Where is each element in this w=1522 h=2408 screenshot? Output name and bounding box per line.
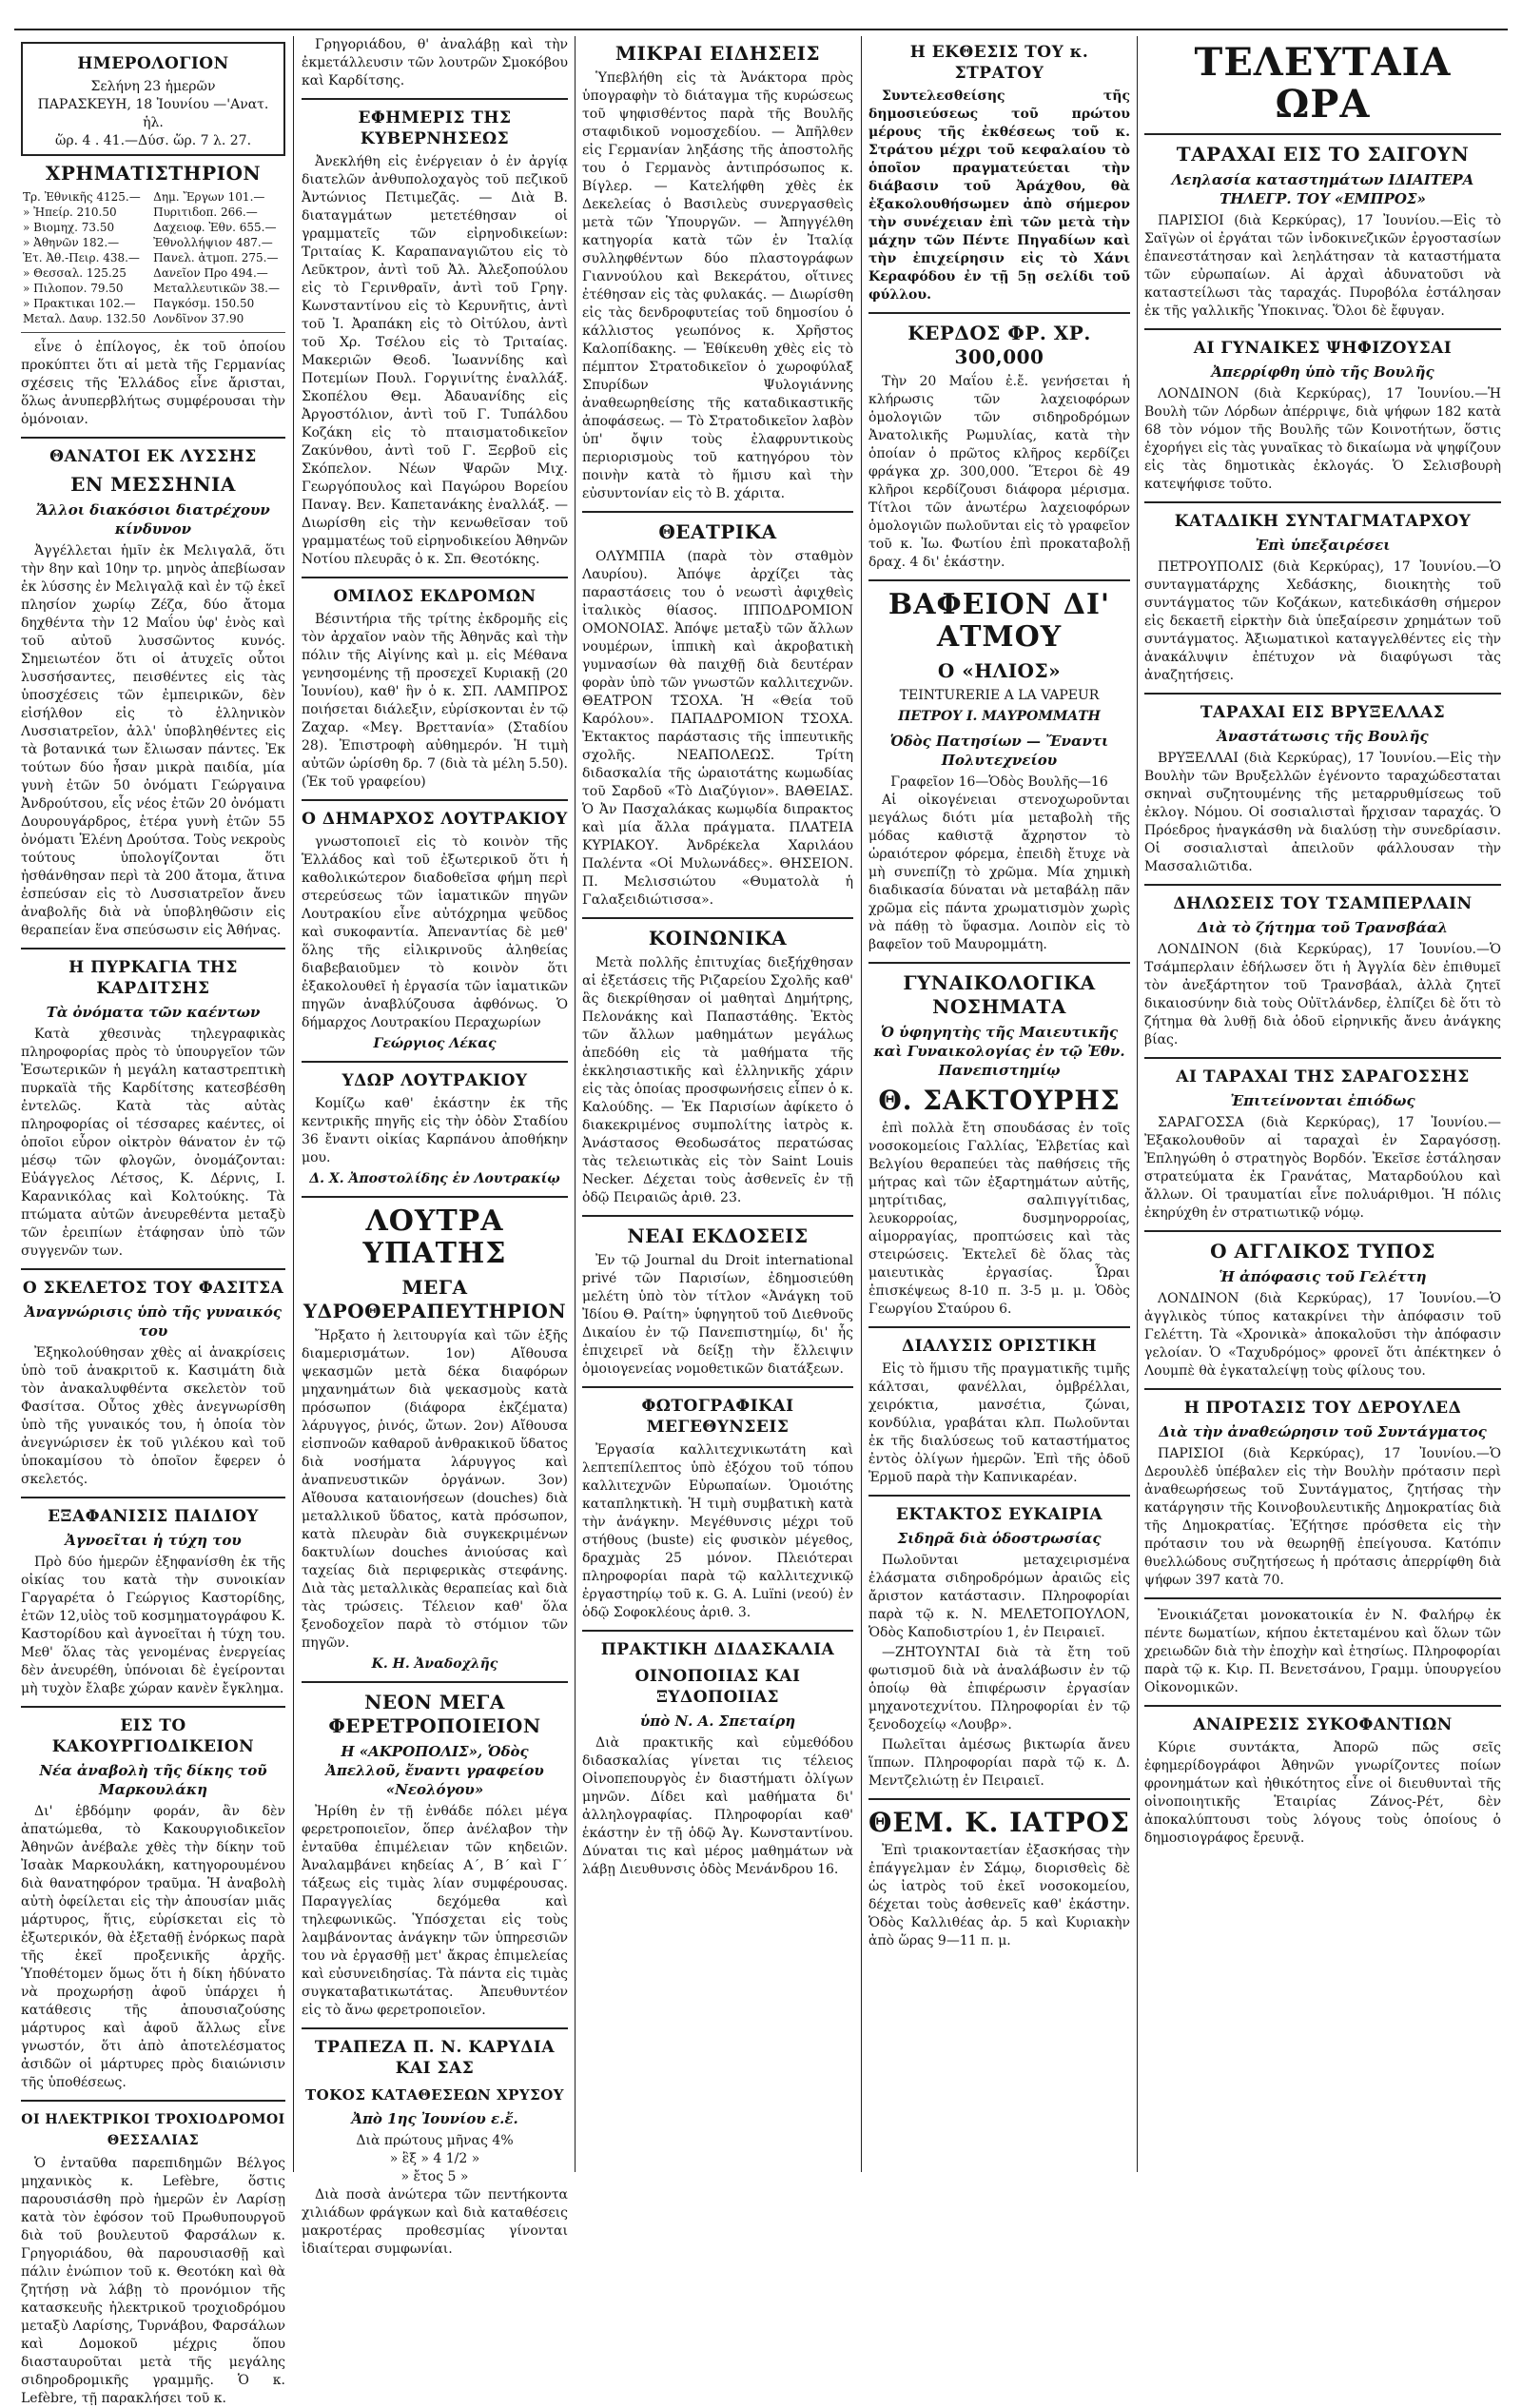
- table-cell: » Ἀθηνῶν 182.—: [23, 236, 120, 249]
- article-text: Ἀνεκλήθη εἰς ἐνέργειαν ὁ ἐν ἀργίᾳ διατελῶν ἀνθυπολοχαγὸς τοῦ πεζικοῦ Ἀντώνιος Πετιμεζᾶς. — Διὰ Β. διαταγμάτων μετετέθησαν οἱ γραμματεῖς τῶν εἰρηνοδικείων: Τριταίας Κ. Καραπαναγιῶτου εἰς τὸ Λεῦκτρον, ἀντὶ τοῦ Ἀλ. Ἀλεξοπούλου εἰς τὸ Γερινθραῖν, ἀντὶ τοῦ Γρηγ. Κωνσταντίνου εἰς τὸ Κερυνῆτις, ἀντὶ τοῦ Ἰ. Ἀραπάκη εἰς τὸ Οἰτύλου, ἀντὶ τοῦ Χρ. Τσέλου εἰς τὸ Τριταίας. Μακεριῶν Θεοδ. Ἰωαννίδης καὶ Ποτεμίων Πουλ. Γοργινίτης ἐναλλάξ. Σκοπέλου Θεμ. Ἀδαυανίδης εἰς Ἀργοστόλιον, ἀντὶ τοῦ Γ. Τυπάλδου Κοζάκη εἰς τὸ πταισματοδικεῖον Ζακύνθου, ἀντὶ τοῦ Γ. Ξερβοῦ εἰς Σκόπελον. Νέων Ψαρῶν Μιχ. Γεωργόπουλος καὶ Παγώρου Βορείου Παναγ. Βεν. Καπετανάκης ἐναλλάξ. —Διωρίσθη εἰς τὴν κενωθεῖσαν τοῦ γραμματέως τοῦ εἰρηνοδικείου Ἀθηνῶν Νοτίου πλευρᾶς ὁ κ. Σπ. Θεοτόκης.: [302, 154, 569, 567]
- divider: [582, 1386, 853, 1388]
- article-text: Πωλοῦνται μεταχειρισμένα ἐλάσματα σιδηροδρόμων ἀραιῶς εἰς ἄριστον κατάστασιν. Πληροφορίαι παρὰ τῷ κ. Ν. ΜΕΛΕΤΟΠΟΥΛΟΝ, Ὁδὸς Καποδιστρίου 1, ἐν Πειραιεῖ.: [868, 1553, 1130, 1640]
- headline: ΠΡΑΚΤΙΚΗ ΔΙΔΑΣΚΑΛΙΑ: [600, 1640, 835, 1659]
- article-text: Συντελεσθείσης τῆς δημοσιεύσεως τοῦ πρώτου μέρους τῆς ἐκθέσεως τοῦ κ. Στράτου μέχρι τοῦ κεφαλαίου τὸ ὁποῖον πραγματεύεται τὴν διάβασιν τοῦ Ἀράχθου, θὰ ἐξακολουθήσωμεν ἀπὸ σήμερον τὴν συνέχειαν ἐπὶ τῶν μετὰ τὴν μάχην τῶν Πέντε Πηγαδίων καὶ τὴν ἐπιχείρησιν εἰς τὸ Χάνι Κεραφόδου ἐν τῇ 5ῃ σελίδι τοῦ φύλλου.: [868, 88, 1130, 303]
- market-table: [21, 189, 285, 326]
- headline: Η ΕΚΘΕΣΙΣ ΤΟΥ κ. ΣΤΡΑΤΟΥ: [909, 43, 1089, 83]
- headline: ΚΕΡΔΟΣ ΦΡ. ΧΡ. 300,000: [907, 322, 1091, 368]
- article-text: Τὴν 20 Μαΐου ἐ.ἔ. γενήσεται ἡ κλήρωσις τῶν λαχειοφόρων ὁμολογιῶν τῶν σιδηροδρόμων Ἀνατολικῆς Ρωμυλίας, κατὰ τὴν ὁποίαν ὁ πρῶτος κλῆρος κερδίζει φράγκα χρ. 300,000. Ἕτεροι δὲ 49 κλῆροι κερδίζουσι διάφορα μέρισμα. Τίτλοι τῶν ἀνωτέρω λαχειοφόρων ὁμολογιῶν πωλοῦνται εἰς τὸ γραφεῖον τοῦ κ. Ἰω. Φωτίου ἐπὶ προκαταβολῇ δραχ. 4 δι' ἑκάστην.: [868, 374, 1130, 570]
- column-rule: [861, 36, 862, 2172]
- table-cell: Παγκόσμ. 150.50: [153, 297, 255, 310]
- divider: [582, 1215, 853, 1217]
- article-text: —ΖΗΤΟΥΝΤΑΙ διὰ τὰ ἔτη τοῦ φωτισμοῦ διὰ νὰ ἀναλάβωσιν ἐν τῷ ὁποίῳ θὰ ἐπιφέρωσιν ἐργασίαν μηχανοτεχνίτου. Πληροφορίαι ἐν τῷ ξενοδοχείῳ «Λουβρ».: [868, 1645, 1130, 1733]
- headline: Η ΠΡΟΤΑΣΙΣ ΤΟΥ ΔΕΡΟΥΛΕΔ: [1183, 1399, 1462, 1418]
- headline: ΥΔΩΡ ΛΟΥΤΡΑΚΙΟΥ: [341, 1071, 528, 1090]
- business-owner: ΠΕΤΡΟΥ Ι. ΜΑΥΡΟΜΜΑΤΗ: [898, 709, 1101, 724]
- business-subtitle: TEINTURERIE A LA VAPEUR: [899, 688, 1100, 703]
- divider: [1144, 133, 1501, 135]
- table-cell: Δαχειοφ. Ἐθν. 655.—: [153, 221, 277, 234]
- classified-ad: Ἐνοικιάζεται μονοκατοικία ἐν Ν. Φαλήρῳ ἐκ πέντε δωματίων, κήπου ἐκτεταμένου καὶ ὅλων τῶν χρειωδῶν διὰ τὴν ἐποχὴν καὶ ἐτησίως. Πληροφορίαι παρὰ τῷ κ. Κιρ. Π. Βενετσάνου, Γραμμ. ὑπουργείου Οἰκονομικῶν.: [1144, 1608, 1501, 1695]
- headline: Η ΠΥΡΚΑΓΙΑ ΤΗΣ ΚΑΡΔΙΤΣΗΣ: [68, 958, 238, 998]
- article-text: ΟΛΥΜΠΙΑ (παρὰ τὸν σταθμὸν Λαυρίου). Ἀπόψε ἀρχίζει τὰς παραστάσεις του ὁ νεωστὶ ἀφιχθεὶς ἰταλικὸς θίασος. ΙΠΠΟΔΡΟΜΙΟΝ ΟΜΟΝΟΙΑΣ. Ἀπόψε μεταξὺ τῶν ἄλλων νουμέρων, ἱππικὴ καὶ ἀκροβατικὴ γυμνασίων θὰ παιχθῇ διὰ δευτέραν φορὰν ὑπὸ τῶν γνωστῶν καλλιτεχνῶν. ΘΕΑΤΡΟΝ ΤΣΟΧΑ. Ἡ «Θεία τοῦ Καρόλου». ΠΑΠΑΔΡΟΜΙΟΝ ΤΣΟΧΑ. Ἐκτακτος παράστασις τῆς ἱππευτικῆς σχολῆς. ΝΕΑΠΟΛΕΩΣ. Τρίτη διδασκαλία τῆς ὡραιοτάτης κωμωδίας τοῦ Σαρδοῦ «Τὸ Διαζύγιον». ΒΑΘΕΙΑΣ. Ὁ Ἀν Πασχαλάκας κωμῳδία διπρακτος καὶ μία ἄλλα πράγματα. ΠΛΑΤΕΙΑ ΚΥΡΙΑΚΟΥ. Ἀνδρέκελα Χαριλάου Παλέντα «Οἱ Μυλωνάδες». ΘΗΣΕΙΟΝ. Π. Μελισσιώτου «Θυματολὰ ἡ Γαλαξειδιώτισσα».: [582, 549, 853, 908]
- table-row: [21, 296, 285, 311]
- article-text: ΛΟΝΔΙΝΟΝ (διὰ Κερκύρας), 17 Ἰουνίου.—Ὁ Τσάμπερλαιν ἐδήλωσεν ὅτι ἡ Ἀγγλία δὲν ἐπιθυμεῖ τὸν ἀνεξάρτητον τοῦ Τρανσβάαλ, ἀλλὰ ζητεῖ δικαιοσύνην διὰ τοὺς Οὐϊτλάνδερ, ἐλπίζει δὲ ὅτι τὸ ζήτημα θὰ λυθῇ διὰ ὁδοῦ εἰρηνικῆς ἄνευ ἀνάγκης βίας.: [1144, 942, 1501, 1047]
- table-row: [21, 189, 285, 205]
- almanac-line: ΠΑΡΑΣΚΕΥΗ, 18 Ἰουνίου —'Ανατ. ἡλ.: [37, 97, 269, 130]
- headline: ΕΚΤΑΚΤΟΣ ΕΥΚΑΙΡΙΑ: [895, 1505, 1103, 1524]
- almanac-line: ὥρ. 4 . 41.—Δύσ. ὥρ. 7 λ. 27.: [54, 133, 252, 148]
- article-text: Ἐπὶ τριακονταετίαν ἐξασκήσας τὴν ἐπάγγελμαν ἐν Σάμῳ, διορισθεὶς δὲ ὡς ἰατρὸς τοῦ ἐκεῖ νοσοκομείου, δέχεται τοὺς ἀσθενεῖς καθ' ἑκάστην. Ὁδὸς Καλλιθέας ἀρ. 5 καὶ Κυριακὴν ἀπὸ ὥρας 9—11 π. μ.: [868, 1843, 1130, 1948]
- table-cell: Πυριτιδοπ. 266.—: [153, 206, 258, 219]
- subheadline: Ἐπιτείνονται ἐπιόδως: [1230, 1092, 1415, 1109]
- headline: ΤΡΑΠΕΖΑ Π. Ν. ΚΑΡΥΔΙΑ ΚΑΙ ΣΑΣ: [314, 2038, 556, 2078]
- headline: ΛΟΥΤΡΑ ΥΠΑΤΗΣ: [362, 1204, 507, 1270]
- subheadline: Ἐπὶ ὑπεξαιρέσει: [1255, 537, 1391, 554]
- almanac-title: ΗΜΕΡΟΛΟΓΙΟΝ: [77, 54, 229, 73]
- subheadline: Ἀγνοεῖται ἡ τύχη του: [65, 1532, 242, 1549]
- article-text: ΠΕΤΡΟΥΠΟΛΙΣ (διὰ Κερκύρας), 17 Ἰουνίου.—Ὁ συνταγματάρχης Χεδάσκης, διοικητὴς τοῦ συντάγματος τῶν Κοζάκων, κατεδικάσθη σήμερον εἰς δεκαετῆ εἰρκτὴν διὰ ὑπεξαίρεσιν χρημάτων τοῦ συντάγματος. Ἀξιωματικοὶ καταγγελθέντες εἰς τὴν ἀνακάλυψιν ἐπέτυχον νὰ διαφύγωσι τὰς ἀναζητήσεις.: [1144, 559, 1501, 683]
- headline: ΒΑΦΕΙΟΝ ΔΙ' ΑΤΜΟΥ: [888, 588, 1111, 654]
- headline: ΤΑΡΑΧΑΙ ΕΙΣ ΒΡΥΞΕΛΛΑΣ: [1200, 703, 1446, 722]
- table-cell: Πανελ. ἀτμοπ. 275.—: [153, 251, 279, 264]
- headline: ΘΕΜ. Κ. ΙΑΤΡΟΣ: [868, 1807, 1130, 1838]
- column-2: [302, 36, 569, 2257]
- divider: [21, 2100, 285, 2102]
- table-row: [21, 205, 285, 220]
- article-text: Ἤρξατο ἡ λειτουργία καὶ τῶν ἑξῆς διαμερισμάτων. 1ον) Αἴθουσα ψεκασμῶν μετὰ δέκα διαφόρων μηχανημάτων διὰ ψεκασμοὺς κατὰ πρόσωπον (διάφορα ἐκζέματα) λάρυγγος, ῥινός, ὤτων. 2ον) Αἴθουσα εἰσπνοῶν καθαροῦ ἀνθρακικοῦ ὕδατος διὰ νοσήματα λάρυγγος καὶ ἀναπνευστικῶν ὀργάνων. 3ον) Αἴθουσα καταιονήσεων (douches) διὰ μεταλλικοῦ ὕδατος, κατὰ πρόσωπον, κατὰ πλευρὰν διὰ συγκεκριμένων δακτυλίων douches ἀνιούσας καὶ ταχείας διὰ περιφερικὰς στεφάνης. Διὰ τὰς μεταλλικὰς θεραπείας καὶ διὰ τὰς τρώσεις. Τέλειον καθ' ὅλα ξενοδοχεῖον παρὰ τὸ στόμιον τῶν πηγῶν.: [302, 1328, 568, 1651]
- article-text: Ἐργασία καλλιτεχνικωτάτη καὶ λεπτεπίλεπτος ὑπὸ ἐξόχου τοῦ τόπου καλλιτεχνῶν Εὐρωπαίων. Ὁμοιότης καταπληκτικὴ. Ἡ τιμὴ συμβατικὴ κατὰ τὴν ἀνάγκην. Μεγέθυνσις μέχρι τοῦ στήθους (buste) εἰς φυσικὸν μέγεθος, δραχμὰς 25 μόνον. Πλειότεραι πληροφορίαι παρὰ τῷ καλλιτεχνικῷ ἐργαστηρίῳ τοῦ κ. G. A. Luïni (νεού) ἐν ὁδῷ Σοφοκλέους ἀριθ. 3.: [582, 1442, 853, 1620]
- market-title: ΧΡΗΜΑΤΙΣΤΗΡΙΟΝ: [45, 162, 262, 185]
- headline: ΤΑΡΑΧΑΙ ΕΙΣ ΤΟ ΣΑΙΓΟΥΝ: [1176, 143, 1470, 166]
- headline: ΕΦΗΜΕΡΙΣ ΤΗΣ ΚΥΒΕΡΝΗΣΕΩΣ: [358, 108, 512, 148]
- headline: ΑΙ ΤΑΡΑΧΑΙ ΤΗΣ ΣΑΡΑΓΟΣΣΗΣ: [1176, 1067, 1470, 1087]
- subheadline: ὑπὸ Ν. Α. Σπεταίρη: [639, 1713, 796, 1730]
- article-text: ΒΡΥΞΕΛΛΑΙ (διὰ Κερκύρας), 17 Ἰουνίου.—Εἰς τὴν Βουλὴν τῶν Βρυξελλῶν ἐγένοντο ταραχώδεσταται σκηναὶ συζητουμένης τῆς μεταρρυθμίσεως τοῦ ἐκλογ. Νόμου. Οἱ σοσιαλισταὶ ἤρχισαν ταραχάς. Ὁ Πρόεδρος ἠναγκάσθη νὰ διαλύσῃ τὴν συνεδρίασιν. Οἱ σοσιαλισταὶ ἀπειλοῦν φάλλουσαν τὴν Μασσαλιῶτιδα.: [1144, 751, 1501, 874]
- table-cell: Ἑτ. Ἀθ.-Πειρ. 438.—: [23, 251, 140, 264]
- table-row: [21, 265, 285, 281]
- headline: ΟΙ ΗΛΕΚΤΡΙΚΟΙ ΤΡΟΧΙΟΔΡΟΜΟΙ ΘΕΣΣΑΛΙΑΣ: [21, 2112, 285, 2148]
- headline: ΜΙΚΡΑΙ ΕΙΔΗΣΕΙΣ: [615, 42, 821, 65]
- table-cell: Λονδῖνον 37.90: [153, 312, 244, 325]
- table-cell: » Βιομηχ. 73.50: [23, 221, 115, 234]
- divider: [21, 1497, 285, 1498]
- table-row: [21, 311, 285, 326]
- column-rule: [293, 36, 294, 2172]
- article-text: Διὰ ποσὰ ἀνώτερα τῶν πεντήκοντα χιλιάδων φράγκων καὶ διὰ καταθέσεις μακροτέρας προθεσμίας γίνονται ἰδιαίτεραι συμφωνίαι.: [302, 2187, 568, 2257]
- divider: [21, 332, 285, 333]
- divider: [302, 98, 568, 100]
- subheadline: Η «ΑΚΡΟΠΟΛΙΣ», Ὁδὸς Ἀπελλοῦ, ἔναντι γραφείου «Νεολόγου»: [325, 1743, 544, 1798]
- headline: Ο ΑΓΓΛΙΚΟΣ ΤΥΠΟΣ: [1210, 1240, 1435, 1263]
- headline: ΟΙΝΟΠΟΙΙΑΣ ΚΑΙ ΞΥΔΟΠΟΙΙΑΣ: [634, 1667, 801, 1707]
- subheadline: Τὰ ὀνόματα τῶν καέντων: [46, 1004, 261, 1021]
- divider: [868, 1326, 1130, 1328]
- article-text: Βέσιντήρια τῆς τρίτης ἐκδρομῆς εἰς τὸν ἀρχαῖον ναὸν τῆς Ἀθηνᾶς καὶ τὴν πόλιν τῆς Αἰγίνης καὶ μ. εἰς Μέθανα γενησομένης τῇ προσεχεῖ Κυριακῇ (20 Ἰουνίου), καθ' ἣν ὁ κ. ΣΠ. ΛΑΜΠΡΟΣ ποιήσεται διάλεξιν, εὑρίσκονται ἐν τῷ Ζαχαρ. «Μεγ. Βρεττανία» (Σταδίου 28). Ἐπιστροφὴ αὐθημερόν. Ἡ τιμὴ αὐτῶν ὡρίσθη δρ. 7 (διὰ τὰ μέλη 5.50). (Ἐκ τοῦ γραφείου): [302, 612, 568, 790]
- table-cell: » Ἠπείρ. 210.50: [23, 206, 117, 219]
- table-cell: Ἐθνολλήψιον 487.—: [153, 236, 273, 249]
- top-rule: [14, 29, 1508, 30]
- headline: ΓΥΝΑΙΚΟΛΟΓΙΚΑ ΝΟΣΗΜΑΤΑ: [903, 971, 1096, 1018]
- divider: [1144, 1230, 1501, 1232]
- rate-line: » ἓξ » 4 1/2 »: [389, 2151, 480, 2166]
- article-text: Κύριε συντάκτα, Ἀπορῶ πῶς σεῖς ἐφημερίδογράφοι Ἀθηνῶν γνωρίζοντες ποίων φρονημάτων καὶ ἠθικότητος εἶνε οἱ διευθυνταὶ τῆς οἰνοποιητικῆς Ἑταιρίας Ζάνος-Ρέτ, δὲν ἀποκαλύπτουσι τοὺς λόγους τοὺς ὁποίους ὁ δημοσιογράφος ἔρευνᾷ.: [1144, 1740, 1501, 1846]
- divider: [1144, 328, 1501, 330]
- subheadline: Διὰ τὴν ἀναθεώρησιν τοῦ Συντάγματος: [1159, 1423, 1487, 1440]
- headline: ΕΞΑΦΑΝΙΣΙΣ ΠΑΙΔΙΟΥ: [48, 1507, 259, 1526]
- article-text: Διὰ πρακτικῆς καὶ εὐμεθόδου διδασκαλίας γίνεται τις τέλειος Οἰνοπεπουργὸς ἐν διαστήματι ὀλίγων μηνῶν. Δίδει καὶ μαθήματα δι' ἀλληλογραφίας. Πληροφορίαι καθ' ἑκάστην ἐν τῇ ὁδῷ Ἀγ. Κωνσταντίνου. Δύναται τις καὶ μέρος μαθημάτων νὰ λάβῃ Διευθυνσις ὁδὸς Μενάνδρου 16.: [582, 1735, 853, 1877]
- article-text: Δι' ἑβδόμην φοράν, ἂν δὲν ἀπατώμεθα, τὸ Κακουργιοδικεῖον Ἀθηνῶν ἀνέβαλε χθὲς τὴν δίκην τοῦ Ἰσαὰκ Μαρκουλάκη, κατηγορουμένου διὰ θανατηφόρον τραῦμα. Ἡ ἀναβολὴ αὐτὴ ὀφείλεται εἰς τὴν ἀπουσίαν μιᾶς μάρτυρος, ἥτις, εὑρίσκεται εἰς τὸ ἐξωτερικόν, θὰ ἐξεταθῇ ἐνόρκως παρὰ τῆς ἐκεῖ προξενικῆς ἀρχῆς. Ὑποθέτομεν ὅμως ὅτι ἡ δίκη ἡδύνατο νὰ προχωρήσῃ ἀφοῦ ὑπάρχει ἡ κατάθεσις τῆς ἀπουσιαζούσης μάρτυρος καὶ ἀφοῦ ἄλλως εἶνε γνωστόν, ὅτι ἀπὸ ἀποτελέσματος ἀσιδῶν οἱ μάρτυρες πρὸς διαιώνισιν τῆς ὑποθέσεως.: [21, 1804, 285, 2090]
- headline: ΦΩΤΟΓΡΑΦΙΚΑΙ ΜΕΓΕΘΥΝΣΕΙΣ: [641, 1397, 794, 1437]
- table-cell: » Θεσσαλ. 125.25: [23, 266, 127, 280]
- subheadline: Ἀπὸ 1ης Ἰουνίου ε.ἔ.: [351, 2110, 518, 2127]
- divider: [302, 1061, 568, 1063]
- subheadline: Νέα ἀναβολὴ τῆς δίκης τοῦ Μαρκουλάκη: [39, 1762, 267, 1798]
- table-row: [21, 281, 285, 296]
- table-cell: Μεταλλευτικῶν 38.—: [153, 282, 280, 295]
- article-text: ΛΟΝΔΙΝΟΝ (διὰ Κερκύρας), 17 Ἰουνίου.—Ὁ ἀγγλικὸς τύπος κατακρίνει τὴν ἀπόφασιν τοῦ Γελέττη. Τὰ «Χρονικὰ» ἀποκαλοῦσι τὴν ἀπόφασιν γελοίαν. Ὁ «Ταχυδρόμος» φρονεῖ ὅτι ἀπέκτηκεν ὁ Λουμπὲ θὰ ἐγκαταλείψῃ τοὺς φίλους του.: [1144, 1291, 1501, 1379]
- headline: ΚΑΤΑΔΙΚΗ ΣΥΝΤΑΓΜΑΤΑΡΧΟΥ: [1174, 512, 1472, 531]
- column-rule: [1137, 36, 1138, 2172]
- article-text: εἶνε ὁ ἐπίλογος, ἐκ τοῦ ὁποίου προκύπτει ὅτι αἱ μετὰ τῆς Γερμανίας σχέσεις τῆς Ἑλλάδος εἶνε ἄρισται, ὅλως ἀνυπερβλήτως συμφέρουσαι τὴν ὁμόνοιαν.: [21, 340, 285, 427]
- headline: ΟΜΙΛΟΣ ΕΚΔΡΟΜΩΝ: [333, 587, 537, 606]
- headline: ΔΙΑΛΥΣΙΣ ΟΡΙΣΤΙΚΗ: [901, 1337, 1098, 1356]
- divider: [21, 1268, 285, 1270]
- article-text: ΛΟΝΔΙΝΟΝ (διὰ Κερκύρας), 17 Ἰουνίου.—Ἡ Βουλὴ τῶν Λόρδων ἀπέρριψε, διὰ ψήφων 182 κατὰ 68 τὸν νόμον τῆς Βουλῆς τῶν Κοινοτήτων, ὅστις ἐχορήγει εἰς τὰς γυναῖκας τὸ δικαίωμα νὰ ψηφίζουν εἰς τὰς δημοτικὰς ἐκλογάς. Ὁ Σελισβουρὴ κατεψήφισε τοῦτο.: [1144, 386, 1501, 492]
- article-text: Κατὰ χθεσινὰς τηλεγραφικὰς πληροφορίας πρὸς τὸ ὑπουργεῖον τῶν Ἐσωτερικῶν ἡ μεγάλη καταστρεπτικὴ πυρκαϊὰ τῆς Καρδίτσης κατεσβέσθη ἐντελῶς. Κατὰ τὰς αὐτὰς πληροφορίας οἱ τέσσαρες καέντες, οἱ ὁποῖοι εὗρον οἰκτρὸν θάνατον ἐν τῷ μέσῳ τῶν φλογῶν, ὀνομάζονται: Εὐάγγελος Λέτσος, Κ. Δέρνις, Ι. Καρανικόλας καὶ Κολτούκης. Τὰ πτώματα αὐτῶν ἀνευρεθέντα μεταξὺ τῶν ἐρειπίων ἐτάφησαν ὑπὸ τῶν συγγενῶν των.: [21, 1027, 285, 1259]
- column-1: [21, 36, 285, 2406]
- business-address: Ὁδὸς Πατησίων — Ἔναντι Πολυτεχνείου: [889, 733, 1109, 769]
- headline: ΔΗΛΩΣΕΙΣ ΤΟΥ ΤΣΑΜΠΕΡΛΑΙΝ: [1173, 894, 1473, 913]
- headline: ΑΙ ΓΥΝΑΙΚΕΣ ΨΗΦΙΖΟΥΣΑΙ: [1193, 339, 1453, 358]
- headline: ΕΙΣ ΤΟ ΚΑΚΟΥΡΓΙΟΔΙΚΕΙΟΝ: [51, 1716, 255, 1756]
- article-text: Κομίζω καθ' ἑκάστην ἐκ τῆς κεντρικῆς πηγῆς εἰς τὴν ὁδὸν Σταδίου 36 ἔναντι οἰκίας Καρπάνου ἀποθήκην μου.: [302, 1096, 568, 1165]
- signature: Γεώργιος Λέκας: [373, 1036, 497, 1051]
- article-text: Πρὸ δύο ἡμερῶν ἐξηφανίσθη ἐκ τῆς οἰκίας του κατὰ τὴν συνοικίαν Γαργαρέτα ὁ Γεώργιος Καστορίδης, ἐτῶν 12,υἱὸς τοῦ κοσμηματογράφου Κ. Καστορίδου καὶ ἀγνοεῖται ἡ τύχη του. Μεθ' ὅλας τὰς γενομένας ἐνεργείας δὲν ἀνευρέθη, ὑπόνοιαι δὲ ἐγείρονται μὴ τυχὸν ἔλαβε χώραν κανὲν ἔγκλημα.: [21, 1555, 285, 1696]
- table-cell: Δανεῖον Προ 494.—: [153, 266, 268, 280]
- article-text: Πωλεῖται ἀμέσως βικτωρία ἄνευ ἵππων. Πληροφορίαι παρὰ τῷ κ. Δ. Μεντζελιώτῃ ἐν Πειραιεῖ.: [868, 1737, 1130, 1789]
- article-text: Αἱ οἰκογένειαι στενοχωροῦνται μεγάλως διότι μία μεταβολὴ τῆς μόδας καθιστᾷ ἄχρηστον τὸ ὡραιότερον φόρεμα, ἐπειδὴ ἔτυχε νὰ μὴ συνεπίζῃ τὸ χρῶμα. Μία χημικὴ διαδικασία δύναται νὰ μεταβάλῃ πᾶν χρῶμα εἰς πάντα χρωματισμὸν χωρὶς νὰ πάθῃ τὸ ὕφασμα. Λοιπὸν εἰς τὸ βαφεῖον τοῦ Μαυρομμάτη.: [868, 793, 1130, 952]
- subheadline: Διὰ τὸ ζήτημα τοῦ Τρανσβάαλ: [1198, 919, 1448, 936]
- article-text: γνωστοποιεῖ εἰς τὸ κοινὸν τῆς Ἑλλάδος καὶ τοῦ ἐξωτερικοῦ ὅτι ἡ καθολικώτερον διαδοθεῖσα φήμη περὶ στερεύσεως τῶν ἰαματικῶν πηγῶν Λουτρακίου εἶνε αὐτόχρημα ψεῦδος καὶ συκοφαντία. Ἀπεναντίας δὲ μεθ' ὅλης τῆς εἰλικρινοῦς ἀληθείας διαβεβαιοῦμεν τὸ κοινὸν ὅτι ἐξακολουθεῖ ἡ ἐργασία τῶν ἰαματικῶν πηγῶν ἀναβλύζουσα ἀφθόνως. Ὁ δήμαρχος Λουτρακίου Περαχωρίων: [302, 834, 568, 1030]
- divider: [868, 1798, 1130, 1800]
- headline: ΝΕΟΝ ΜΕΓΑ ΦΕΡΕΤΡΟΠΟΙΕΙΟΝ: [328, 1691, 541, 1737]
- article-text: Μετὰ πολλῆς ἐπιτυχίας διεξήχθησαν αἱ ἐξετάσεις τῆς Ριζαρείου Σχολῆς καθ' ἃς διεκρίθησαν οἱ μαθηταὶ Δημήτρης, Πελονάκης καὶ Παπαστάθης. Ἐκτὸς τῶν ἄλλων μαθημάτων μεγάλως ἀπεδόθη εἰς τὰ μαθήματα τῆς ἐκκλησιαστικῆς καὶ ἐλληνικῆς χάριν εἰς τὰς ὁποίας προσφωνήσεις εἶπεν ὁ κ. Καλούδης. — Ἐκ Παρισίων ἀφίκετο ὁ διακεκριμένος συμπολίτης ἰατρὸς κ. Ἀνάστασος Θεοδωσάτος περατώσας τὰς τελειωτικὰς εἰς τὸν Saint Louis Necker. Δέχεται τοὺς ἀσθενεῖς ἐν τῇ ὁδῷ Πειραιῶς ἀριθ. 23.: [582, 955, 853, 1205]
- table-row: [21, 250, 285, 265]
- divider: [1144, 501, 1501, 503]
- headline: ΑΝΑΙΡΕΣΙΣ ΣΥΚΟΦΑΝΤΙΩΝ: [1193, 1715, 1453, 1734]
- divider: [868, 579, 1130, 581]
- subheadline: Ἀναγνώρισις ὑπὸ τῆς γυναικός του: [25, 1303, 282, 1340]
- table-cell: » Πιλοπον. 79.50: [23, 282, 124, 295]
- almanac-line: Σελήνη 23 ἡμερῶν: [90, 79, 216, 94]
- subheadline: Ὁ ὑφηγητὴς τῆς Μαιευτικῆς καὶ Γυναικολογίας ἐν τῷ Ἐθν. Πανεπιστημίῳ: [873, 1024, 1125, 1079]
- divider: [582, 1630, 853, 1632]
- almanac-box: [21, 42, 285, 156]
- headline: ΝΕΑΙ ΕΚΔΟΣΕΙΣ: [627, 1224, 809, 1247]
- table-cell: Μεταλ. Δαυρ. 132.50: [23, 312, 146, 325]
- article-text: Ὁ ἐνταῦθα παρεπιδημῶν Βέλγος μηχανικὸς κ. Lefèbre, ὅστις παρουσιάσθη πρὸ ἡμερῶν ἐν Λαρίσῃ κατὰ τὸν ἐφόσον τοῦ Πρωθυπουργοῦ διὰ τοῦ βουλευτοῦ Φαρσάλων κ. Γρηγοριάδου, θὰ παρουσιασθῇ καὶ πάλιν ἐνώπιον τοῦ κ. Θεοτόκη καὶ θὰ ζητήσῃ νὰ λάβῃ τὸ προνόμιον τῆς κατασκευῆς ἠλεκτρικοῦ τροχιοδρόμου μεταξὺ Λαρίσης, Τυρνάβου, Φαρσάλων καὶ Δομοκοῦ μέχρις ὅπου διασταυροῦται μετὰ τῆς μεγάλης σιδηροδρομικῆς γραμμῆς. Ὁ κ. Lefèbre, τῇ παρακλήσει τοῦ κ.: [21, 2156, 285, 2406]
- headline: Ο ΣΚΕΛΕΤΟΣ ΤΟΥ ΦΑΣΙΤΣΑ: [22, 1279, 284, 1298]
- divider: [582, 917, 853, 919]
- article-text: ἐπὶ πολλὰ ἔτη σπουδάσας ἐν τοῖς νοσοκομείοις Γαλλίας, Ἑλβετίας καὶ Βελγίου θεραπεύει τὰς παθήσεις τῆς μήτρας καὶ τῶν ἐξαρτημάτων αὐτῆς, μητρίτιδας, σαλπιγγίτιδας, λευκορροίας, δυσμηνορροίας, αἱμορραγίας, προπτώσεις καὶ τὰς στειρώσεις. Ἐκτελεῖ δὲ ὅλας τὰς μαιευτικὰς ἐργασίας. Ὧραι ἐπισκέψεως 8-10 π. 3-5 μ. μ. Ὁδὸς Γεωργίου Σταύρου 6.: [868, 1121, 1130, 1317]
- table-row: [21, 220, 285, 235]
- headline: ΜΕΓΑ ΥΔΡΟΘΕΡΑΠΕΥΤΗΡΙΟΝ: [302, 1276, 567, 1322]
- article-text: Ἀγγέλλεται ἡμῖν ἐκ Μελιγαλᾶ, ὅτι τὴν 8ην καὶ 10ην τρ. μηνὸς ἀπεβίωσαν ἐκ λύσσης ἐν Μελιγαλᾷ καὶ ἐν τῷ ἐκεῖ πλησίον χωρίῳ Ζέζα, δύο ἄτομα δηχθέντα τὴν 12 Μαΐου ὑφ' ἑνὸς καὶ τοῦ αὐτοῦ λυσσῶντος κυνός. Σημειωτέον ὅτι οἱ ἀτυχεῖς οὗτοι λυσσήσαντες, πεισθέντες εἰς τὰς ὑποσχέσεις τῶν ἐμπειρικῶν, δὲν εἰσήλθον εἰς τὸ ἑλληνικὸν Λυσσιατρεῖον, ἀλλ' ὑποβληθέντες εἰς τὰ βοτανικά των ἔλιωσαν πάντες. Ἐκ τούτων δύο ἦσαν μικρὰ παιδία, μία γυνὴ ἐτῶν 50 ὀνόματι Γεώργαινα Ἀνδρούτσου, εἷς νέος ἐτῶν 20 ὀνόματι Δουρουγάρδρος, ἑτέρα γυνὴ ἐτῶν 55 ὀνόματι Ἑλένη Δρούτσα. Τοὺς νεκροὺς τούτους ὑπολογίζονται ὅτι ἠσθάνθησαν περὶ τὰ 200 ἄτομα, ἅτινα ἐσπεύσαν εἰς τὸ Λυσσιατρεῖον ἄνευ ἀναβολῆς διὰ νὰ ὑποβληθῶσιν εἰς θεραπείαν ἕνα σπεύσωσιν εἰς Ἀθήνας.: [21, 543, 285, 938]
- business-office: Γραφεῖον 16—Ὁδὸς Βουλῆς—16: [890, 774, 1108, 790]
- headline: ΚΟΙΝΩΝΙΚΑ: [648, 927, 788, 949]
- divider: [302, 799, 568, 801]
- divider: [868, 1495, 1130, 1497]
- divider: [302, 1196, 568, 1198]
- divider: [1144, 884, 1501, 886]
- headline: Ο ΔΗΜΑΡΧΟΣ ΛΟΥΤΡΑΚΙΟΥ: [302, 810, 568, 829]
- headline: ΤΕΛΕΥΤΑΙΑ ΩΡΑ: [1194, 40, 1452, 127]
- divider: [1144, 1057, 1501, 1059]
- headline: ΤΟΚΟΣ ΚΑΤΑΘΕΣΕΩΝ ΧΡΥΣΟΥ: [305, 2086, 564, 2104]
- article-text: Ὑπεβλήθη εἰς τὰ Ἀνάκτορα πρὸς ὑπογραφὴν τὸ διάταγμα τῆς κυρώσεως τοῦ ψηφισθέντος παρὰ τῆς Βουλῆς σταφιδικοῦ νομοσχεδίου. — Ἀπῆλθεν εἰς Γερμανίαν ληξάσης τῆς ἀποστολῆς του ὁ Γερμανὸς ἀντιπρόσωπος κ. Βίγλερ. — Κατελήφθη χθὲς ἐκ Δεκελείας ὁ Βασιλεὺς συνεργασθεὶς μετὰ τῶν Ὑπουργῶν. — Ἀπηγγέλθη κατηγορία κατὰ τῶν ἐν Ἰταλίᾳ συλληφθέντων δύο πλαστογράφων Γιαννούλου καὶ Βεκεράτου, οἵτινες ἐτέθησαν εἰς τὰς φυλακάς. — Διωρίσθη εἰς τὰς δενδροφυτείας τοῦ δημοσίου ὁ κάλλιστος γεωπόνος κ. Χρῆστος Καλοπίδακης. — Ἐθίκευθη χθὲς εἰς τὸ πέμπτον Στρατοδικεῖον ὁ χωροφύλαξ Σπυρίδων Ψυλογιάννης ἀναθεωρηθείσης τῆς καταδικαστικῆς ἀποφάσεως. — Τὸ Στρατοδικεῖον λαβὸν ὑπ' ὄψιν τοὺς ἐλαφρυντικοὺς περιορισμοὺς τοῦ κατηγόρου τὸν ποινὴν κατὰ τὸ ἥμισυ καὶ τὴν εὐσυντονίαν εἰς τὸ Β. χάριτα.: [582, 70, 853, 501]
- headline: Ο «ΗΛΙΟΣ»: [937, 659, 1062, 682]
- subheadline: Ἀναστάτωσις τῆς Βουλῆς: [1217, 728, 1429, 745]
- rate-line: Διὰ πρώτους μῆνας 4%: [356, 2133, 514, 2148]
- column-4: [868, 36, 1130, 2172]
- divider: [1144, 693, 1501, 695]
- headline: ΘΕΑΤΡΙΚΑ: [658, 520, 777, 543]
- divider: [21, 1706, 285, 1708]
- article-text: ΠΑΡΙΣΙΟΙ (διὰ Κερκύρας), 17 Ἰουνίου.—Εἰς τὸ Σαϊγὼν οἱ ἐργάται τῶν ἰνδοκινεζικῶν ἐργοστασίων ἐπανεστάτησαν καὶ λεηλάτησαν τὰ καταστήματα τῶν εὐρωπαίων. Αἱ ἀρχαὶ ἀδυνατοῦσι νὰ καταστείλωσι τὰς ταραχάς. Πυροβόλα ἐστάλησαν ἐκ τῆς γαλλικῆς Ὑποκινας. Ὅλοι δὲ ἔφυγαν.: [1144, 213, 1501, 319]
- signature: Κ. Η. Ἀναδοχλῆς: [371, 1656, 498, 1672]
- divider: [1144, 1597, 1501, 1599]
- divider: [1144, 1705, 1501, 1707]
- article-text: ΠΑΡΙΣΙΟΙ (διὰ Κερκύρας), 17 Ἰουνίου.—Ὁ Δερουλὲδ ὑπέβαλεν εἰς τὴν Βουλὴν πρότασιν περὶ ἀναθεωρήσεως τοῦ Συντάγματος, ζητήσας τὴν κατάργησιν τῆς Κοινοβουλευτικῆς Δημοκρατίας διὰ τῆς Δημοκρατίας. Ἐζήτησε πρόσθετα εἰς τὴν πρότασιν του νὰ θεωρηθῇ ἐπείγουσα. Κατόπιν θυελλώδους συζητήσεως ἡ πρότασις ἀπερρίφθη διὰ ψήφων 397 κατὰ 70.: [1144, 1446, 1501, 1588]
- divider: [302, 2027, 568, 2029]
- divider: [868, 962, 1130, 964]
- divider: [582, 511, 853, 513]
- headline: ΘΑΝΑΤΟΙ ΕΚ ΛΥΣΣΗΣ: [49, 447, 257, 466]
- column-5: [1144, 36, 1501, 2172]
- divider: [302, 577, 568, 578]
- subheadline: Σιδηρᾶ διὰ ὁδοστρωσίας: [897, 1530, 1102, 1547]
- column-3: [582, 36, 853, 2172]
- divider: [21, 948, 285, 949]
- divider: [302, 1681, 568, 1683]
- subheadline: Ἄλλοι διακόσιοι διατρέχουν κίνδυνον: [36, 501, 270, 538]
- article-text: Ἠρίθη ἐν τῇ ἐνθάδε πόλει μέγα φερετροποιεῖον, ὅπερ ἀνέλαβον τὴν ἐνταῦθα ἐπιμέλειαν τῶν κηδειῶν. Ἀναλαμβάνει κηδείας Α΄, Β΄ καὶ Γ΄ τάξεως εἰς τιμὰς λίαν συμφέρουσας. Παραγγελίας δεχόμεθα καὶ τηλεφωνικῶς. Ὑπόσχεται εἰς τοὺς λαμβάνοντας ἀνάγκην τῶν ὑπηρεσιῶν του νὰ ἐργασθῇ μετ' ἄκρας ἐπιμελείας καὶ εὐσυνειδησίας. Τὰ πάντα εἰς τιμὰς συγκαταβατικωτάτας. Ἀπευθυντέον εἰς τὸ ἄνω φερετροποιεῖον.: [302, 1804, 568, 2018]
- subheadline: Λεηλασία καταστημάτων ΙΔΙΑΙΤΕΡΑ ΤΗΛΕΓΡ. ΤΟΥ «ΕΜΠΡΟΣ»: [1171, 171, 1474, 207]
- divider: [1144, 1388, 1501, 1390]
- signature: Δ. Χ. Ἀποστολίδης ἐν Λουτρακίῳ: [309, 1171, 560, 1186]
- article-text: Γρηγοριάδου, θ' ἀναλάβῃ καὶ τὴν ἐκμετάλλευσιν τῶν λουτρῶν Σμοκόβου καὶ Καρδίτσης.: [302, 37, 568, 88]
- rate-line: » ἔτος 5 »: [400, 2169, 469, 2184]
- headline: ΕΝ ΜΕΣΣΗΝΙΑ: [70, 473, 236, 496]
- table-cell: » Πρακτικαι 102.—: [23, 297, 136, 310]
- doctor-name: Θ. ΣΑΚΤΟΥΡΗΣ: [878, 1085, 1121, 1116]
- table-cell: Δημ. Ἔργων 101.—: [153, 190, 265, 204]
- article-text: Ἐν τῷ Journal du Droit international privé τῶν Παρισίων, ἐδημοσιεύθη μελέτη ὑπὸ τὸν τίτλον «Ἀνάγκη τοῦ Ἰδίου Θ. Ραίτη» ὑφηγητοῦ τοῦ Διεθνοῦς Δικαίου ἐν τῷ Πανεπιστημίῳ, δι' ἧς ἐπιχειρεῖ νὰ δείξῃ τὴν ἔλλειψιν ὁμοιογενείας νομοθετικῶν διατάξεων.: [582, 1253, 853, 1377]
- subheadline: Ἀπερρίφθη ὑπὸ τῆς Βουλῆς: [1211, 363, 1434, 381]
- divider: [868, 312, 1130, 314]
- subheadline: Ἡ ἀπόφασις τοῦ Γελέττη: [1219, 1268, 1427, 1285]
- article-text: Εἰς τὸ ἥμισυ τῆς πραγματικῆς τιμῆς κάλτσαι, φανέλλαι, ὀμβρέλλαι, χειρόκτια, μανσέτια, ζώναι, κονδύλια, γραβάται κλπ. Πωλοῦνται ἐκ τῆς διαλύσεως τοῦ καταστήματος ἐντὸς ὀλίγων ἡμερῶν. Ἐπὶ τῆς ὁδοῦ Ἑρμοῦ παρὰ τὴν Καπνικαρέαν.: [868, 1361, 1130, 1485]
- article-text: ΣΑΡΑΓΟΣΣΑ (διὰ Κερκύρας), 17 Ἰουνίου.—Ἐξακολουθοῦν αἱ ταραχαὶ ἐν Σαραγόσσῃ. Ἐπληγώθη ὁ στρατηγὸς Βορδόν. Ἐκεῖσε ἐστάλησαν στρατεύματα ἐκ Γρανάτας, Ματαρδούλου καὶ ἄλλων. Οἱ τραυματίαι εἶνε πολυάριθμοι. Ἡ πόλις ἐκηρύχθη ἐν στρατιωτικῷ νόμῳ.: [1144, 1115, 1501, 1221]
- table-row: [21, 235, 285, 250]
- divider: [21, 437, 285, 439]
- column-rule: [575, 36, 576, 2172]
- article-text: Ἐξηκολούθησαν χθὲς αἱ ἀνακρίσεις ὑπὸ τοῦ ἀνακριτοῦ κ. Κασιμάτη διὰ τὸν ἀνακαλυφθέντα σκελετὸν τοῦ Φασίτσα. Οὗτος χθὲς ἀνεγνωρίσθη ὑπὸ τῆς γυναικός του, ἡ ὁποία τὸν ἀνεγνώρισεν ἐκ τοῦ γιλέκου καὶ τοῦ ὑποκαμίσου τὸ ὁποῖον ἔφερεν ὁ σκελετός.: [21, 1345, 285, 1487]
- table-cell: Τρ. Ἐθνικῆς 4125.—: [23, 190, 141, 204]
